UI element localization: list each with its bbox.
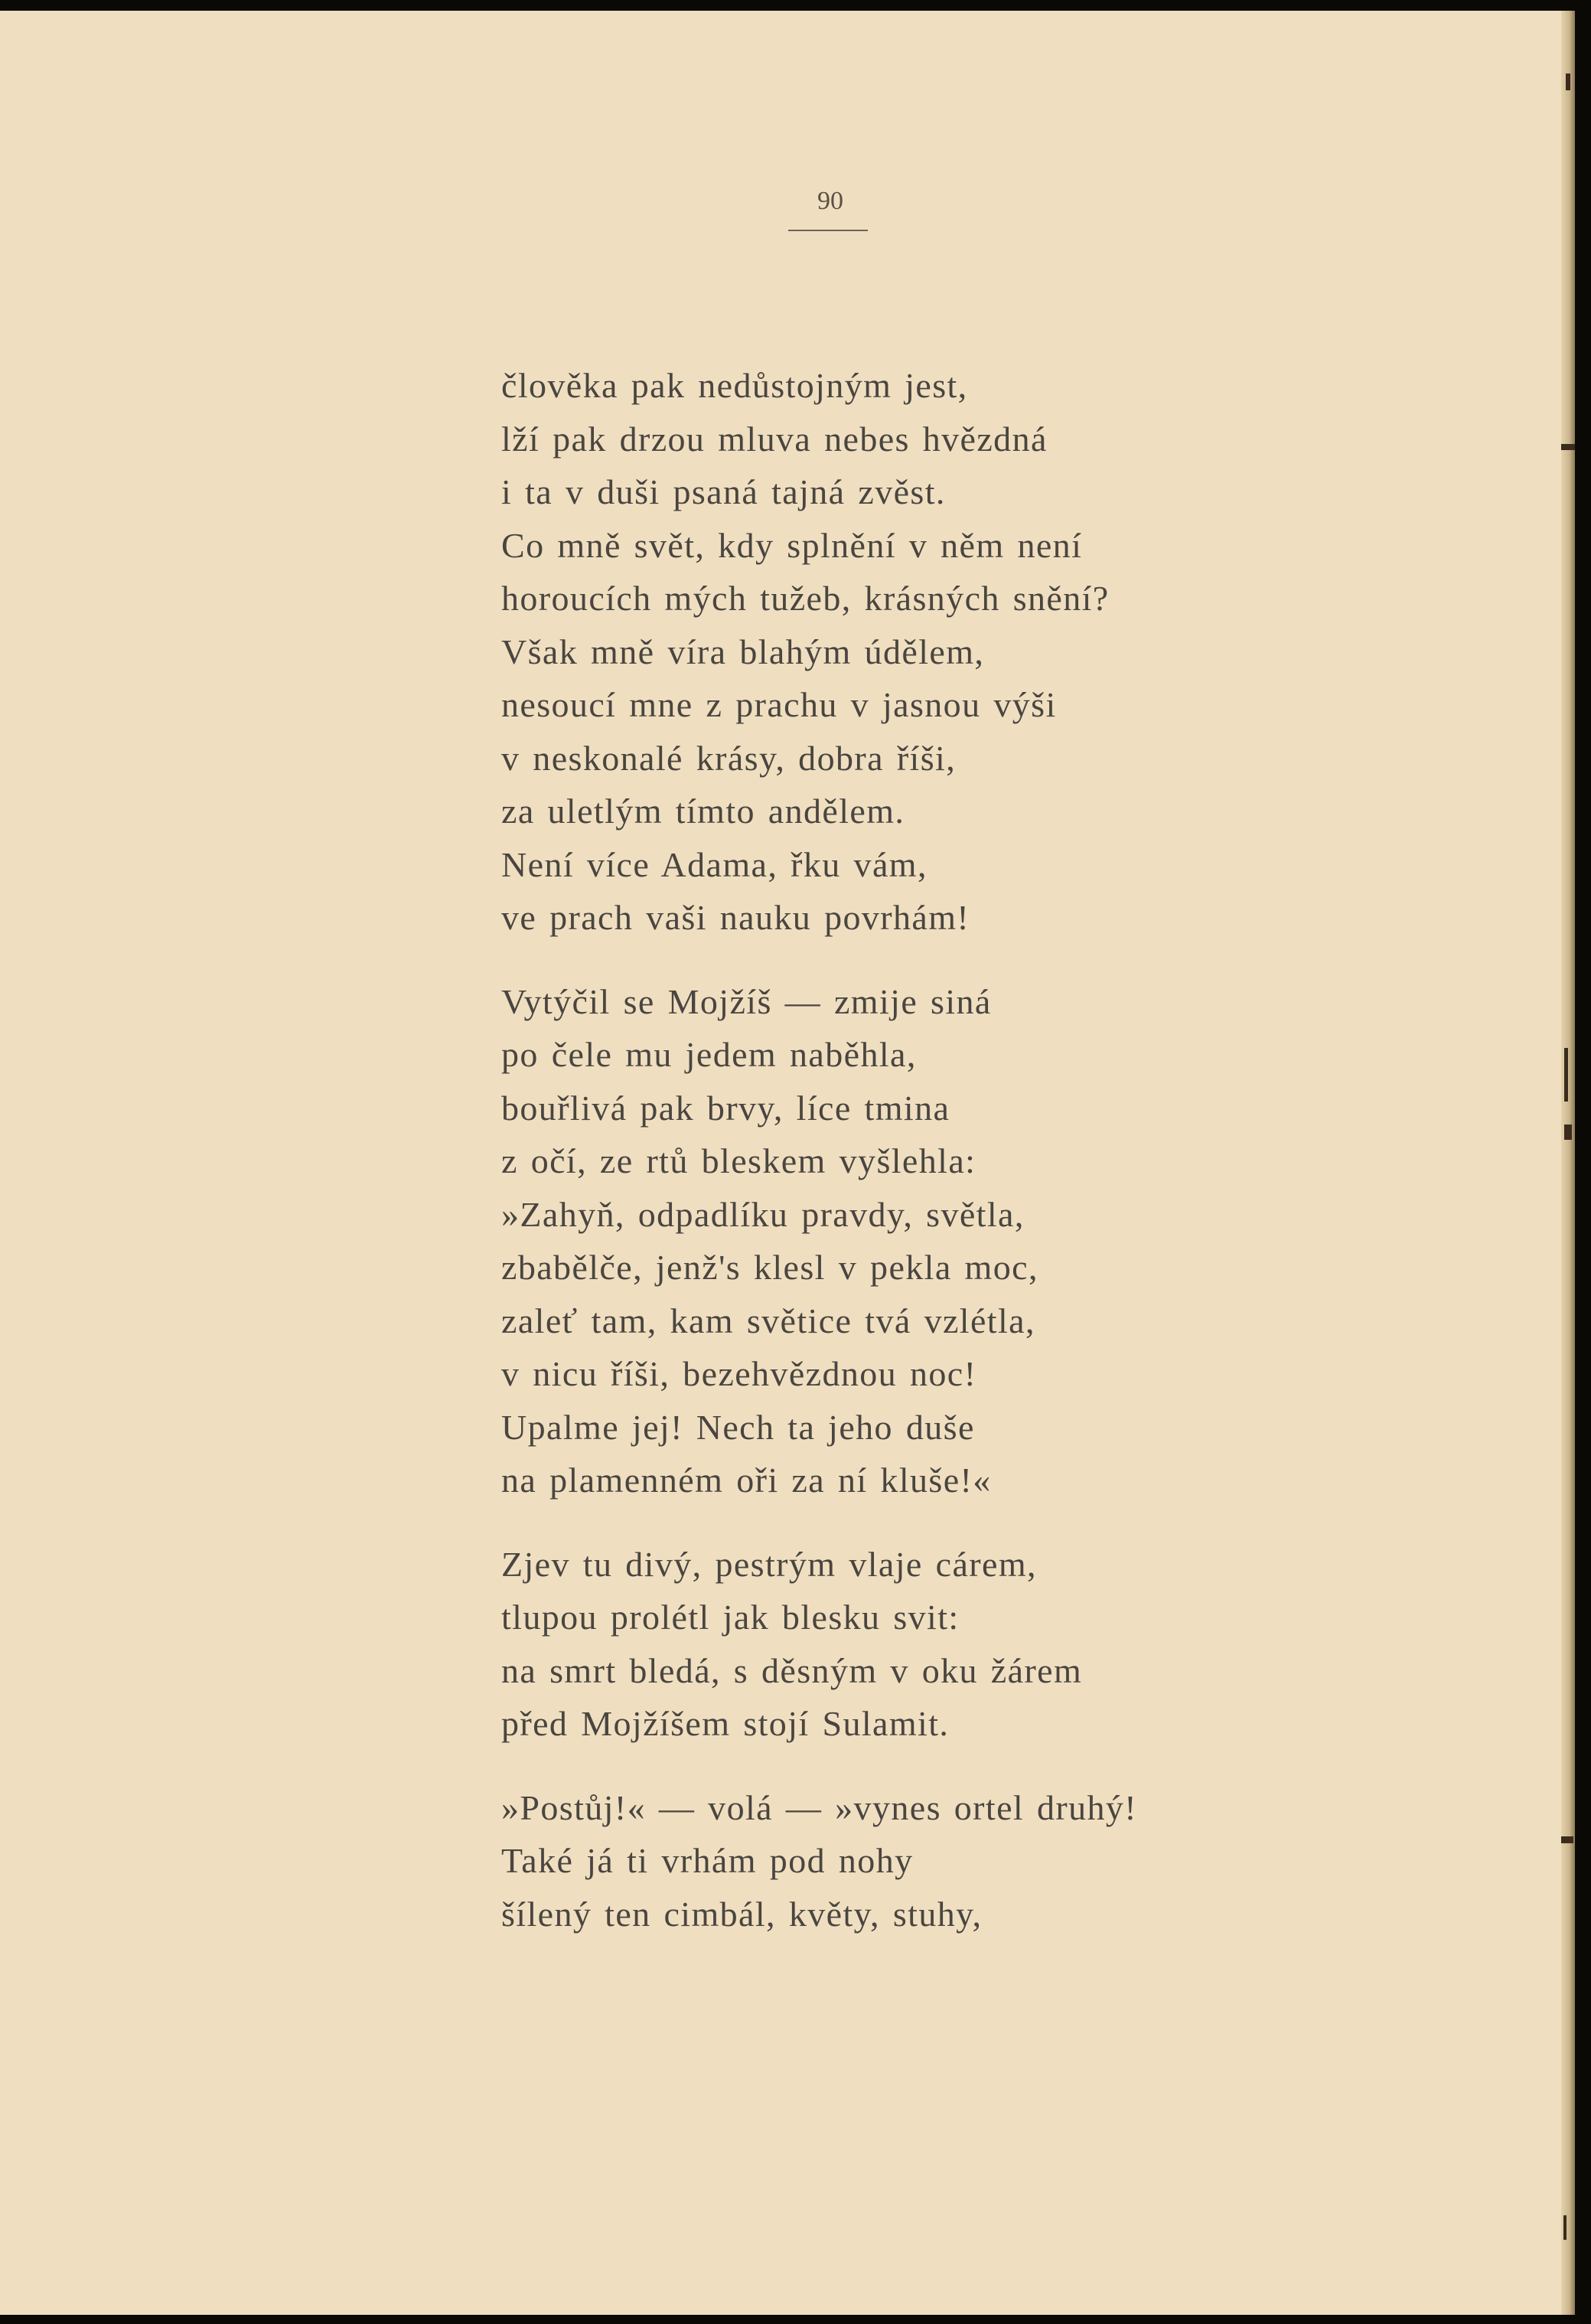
verse-line: za uletlým tímto andělem.	[501, 792, 905, 831]
verse-line: lží pak drzou mluva nebes hvězdná	[501, 419, 1048, 459]
verse-line: Také já ti vrhám pod nohy	[501, 1841, 914, 1880]
verse-line: bouřlivá pak brvy, líce tmina	[501, 1088, 950, 1128]
verse-line: zbabělče, jenž's klesl v pekla moc,	[501, 1248, 1038, 1287]
verse-line: na plamenném oři za ní kluše!«	[501, 1461, 992, 1500]
verse-line: před Mojžíšem stojí Sulamit.	[501, 1704, 950, 1743]
stanza	[501, 975, 1557, 1507]
page-edge	[1561, 11, 1575, 2315]
verse-line: Není více Adama, řku vám,	[501, 844, 928, 884]
verse-line: člověka pak nedůstojným jest,	[501, 366, 968, 405]
book-page	[0, 11, 1575, 2315]
verse-line: »Zahyň, odpadlíku pravdy, světla,	[501, 1194, 1025, 1234]
verse-line: Co mně svět, kdy splnění v něm není	[501, 525, 1083, 565]
verse-line: Zjev tu divý, pestrým vlaje cárem,	[501, 1544, 1037, 1584]
verse-line: nesoucí mne z prachu v jasnou výši	[501, 685, 1057, 724]
verse-line: zaleť tam, kam světice tvá vzlétla,	[501, 1301, 1035, 1340]
verse-line: horoucích mých tužeb, krásných snění?	[501, 579, 1110, 618]
verse-line: Však mně víra blahým údělem,	[501, 632, 985, 671]
verse-line: v nicu říši, bezehvězdnou noc!	[501, 1354, 977, 1393]
edge-speck	[1566, 73, 1570, 90]
edge-speck	[1561, 444, 1575, 450]
edge-speck	[1564, 1124, 1572, 1140]
verse-line: »Postůj!« — volá — »vynes ortel druhý!	[501, 1787, 1138, 1827]
edge-speck	[1564, 1048, 1568, 1102]
verse-line: Vytýčil se Mojžíš — zmije siná	[501, 981, 992, 1021]
stanza	[501, 359, 1557, 945]
poem-text	[501, 359, 1557, 1971]
verse-line: z očí, ze rtů bleskem vyšlehla:	[501, 1141, 976, 1180]
verse-line: Upalme jej! Nech ta jeho duše	[501, 1407, 975, 1447]
verse-line: po čele mu jedem naběhla,	[501, 1035, 917, 1074]
verse-line: ve prach vaši nauku povrhám!	[501, 898, 970, 937]
edge-speck	[1563, 2215, 1567, 2240]
page-number: 90	[817, 187, 843, 215]
verse-line: tlupou prolétl jak blesku svit:	[501, 1598, 960, 1637]
verse-line: šílený ten cimbál, květy, stuhy,	[501, 1894, 983, 1934]
verse-line: i ta v duši psaná tajná zvěst.	[501, 472, 946, 511]
stanza	[501, 1538, 1557, 1751]
edge-speck	[1561, 1836, 1573, 1843]
stanza	[501, 1781, 1557, 1941]
page-number-rule	[788, 230, 868, 231]
verse-line: v neskonalé krásy, dobra říši,	[501, 738, 957, 778]
verse-line: na smrt bledá, s děsným v oku žárem	[501, 1650, 1083, 1690]
